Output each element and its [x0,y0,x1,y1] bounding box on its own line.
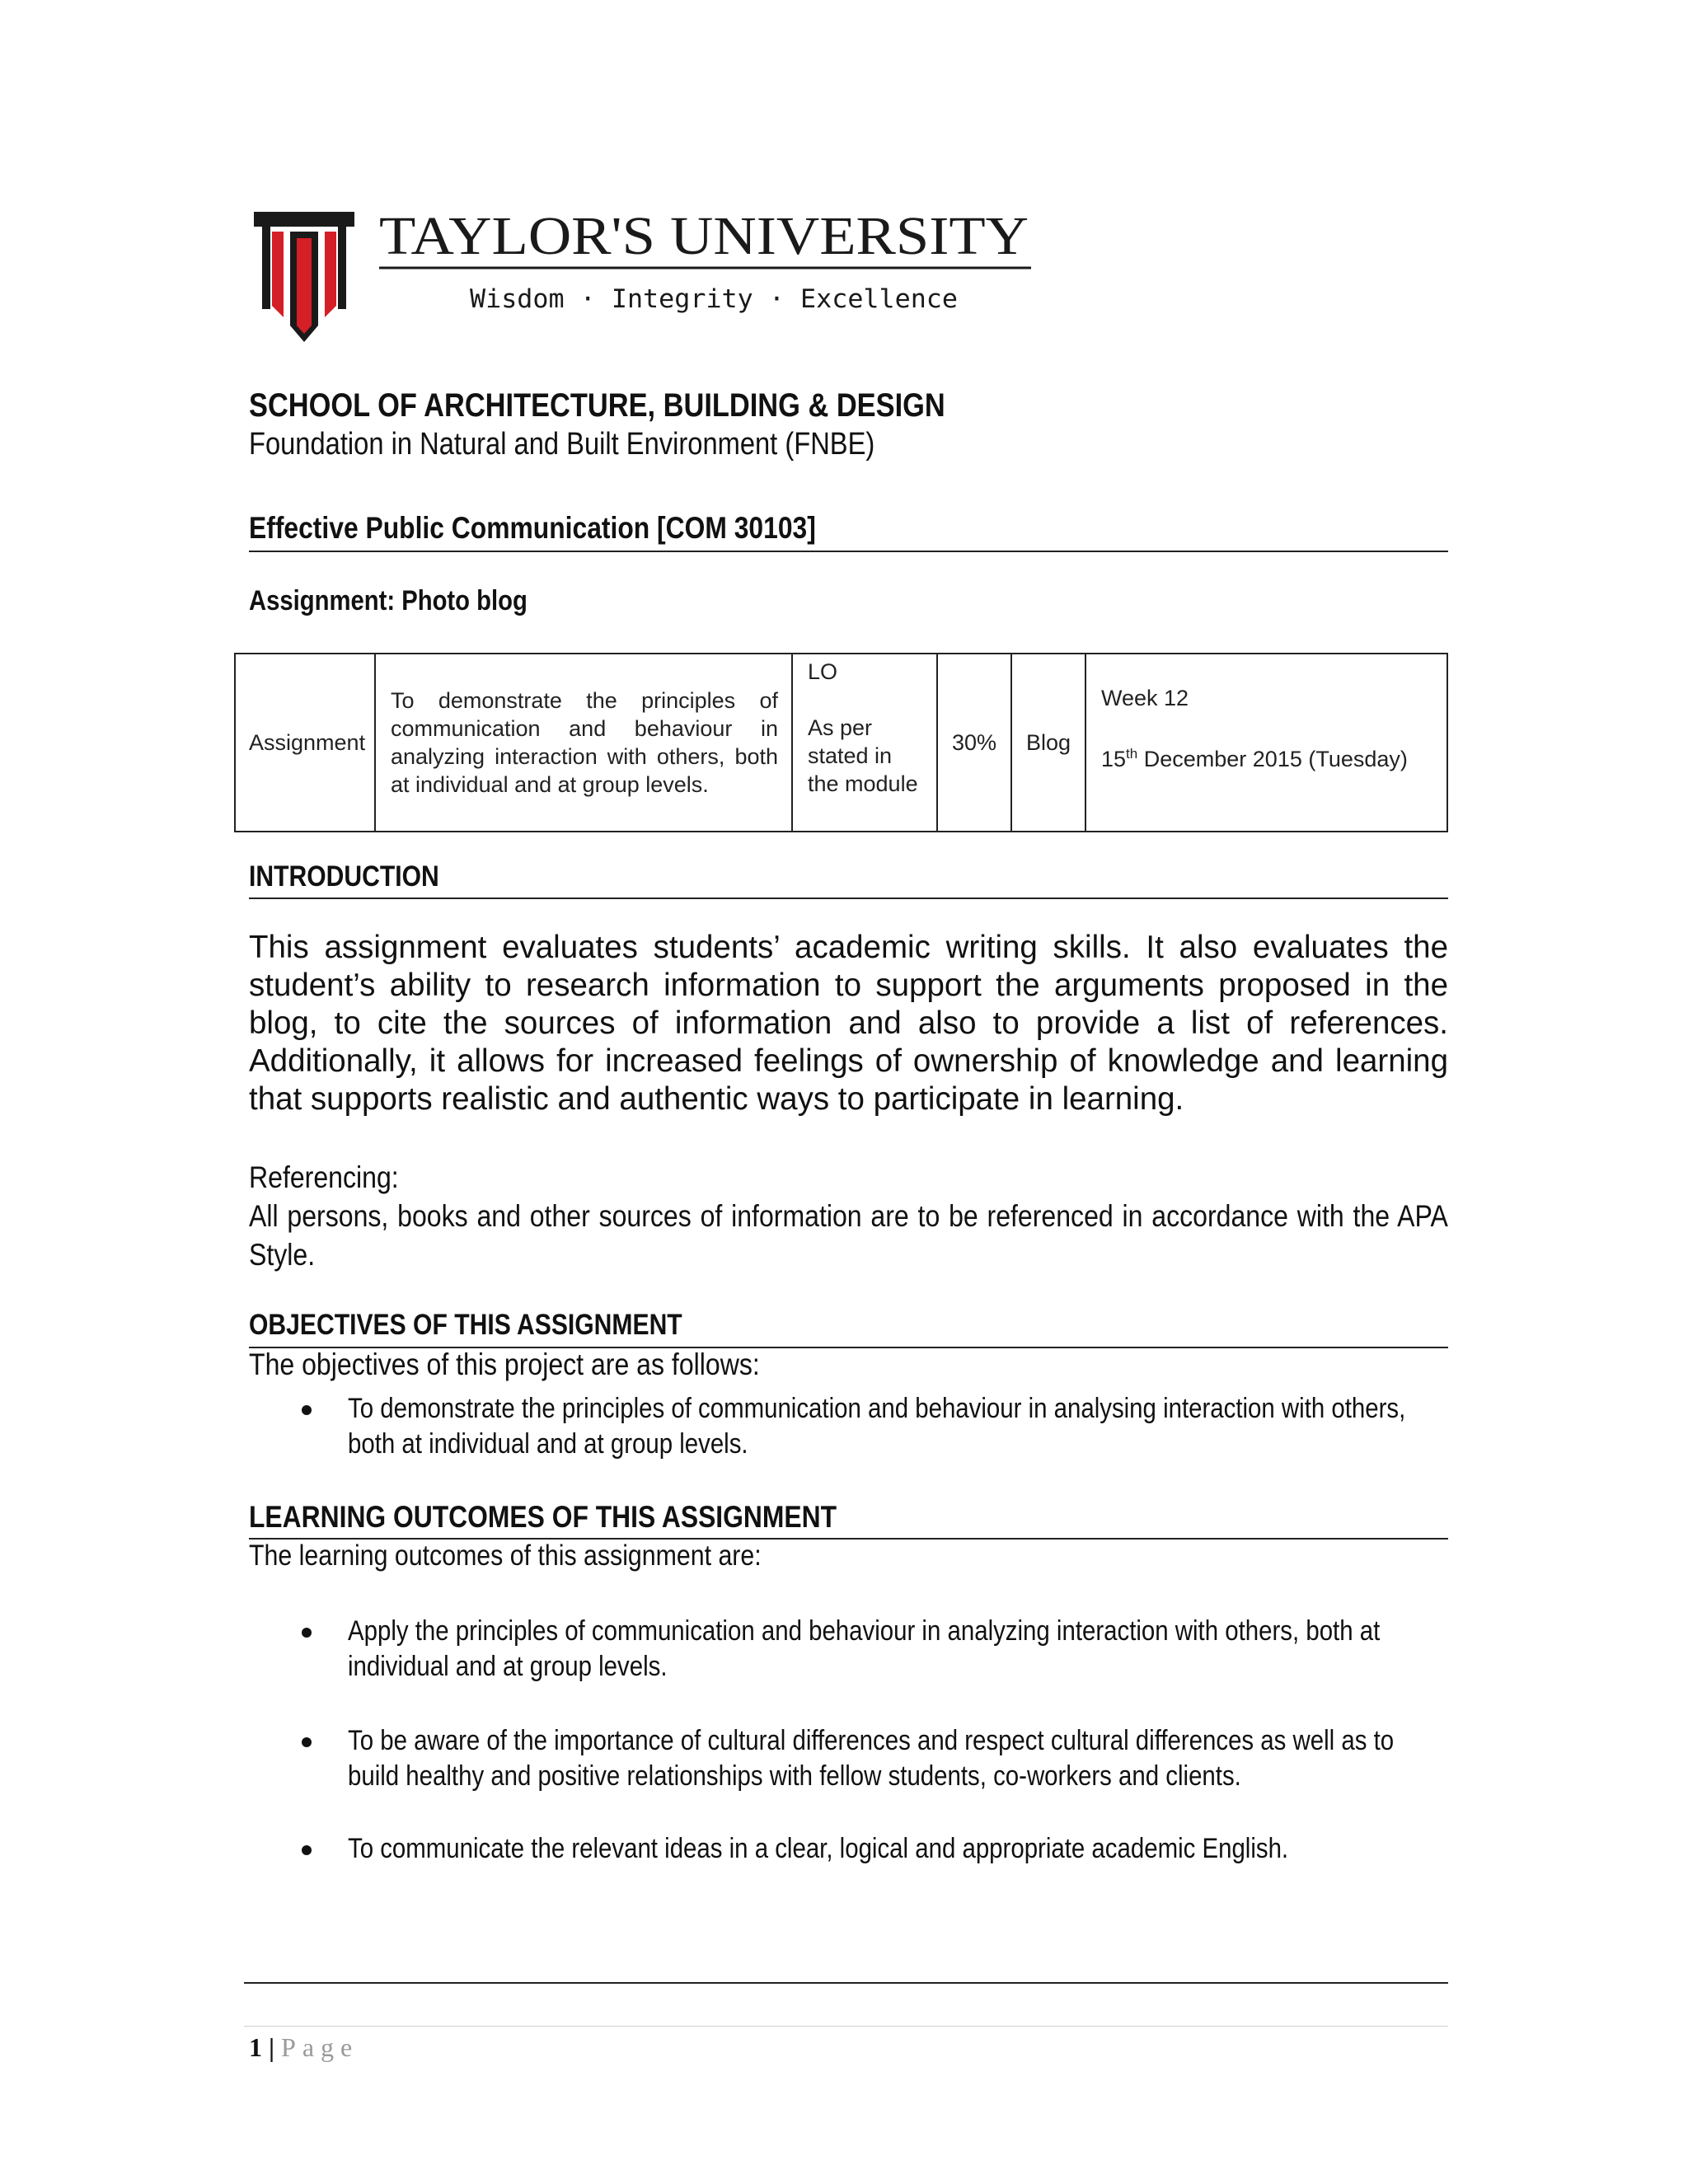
table-cell-type [236,654,374,831]
assignment-table [234,653,1448,832]
referencing-text: All persons, books and other sources of information are to be referenced in accordance with the APA Style. [249,1199,1448,1272]
bullet-icon [302,1845,312,1855]
referencing-block [249,1158,1448,1274]
programme-name: Foundation in Natural and Built Environment (FNBE) [249,427,875,462]
lo-value: As per stated in the module [808,715,918,796]
introduction-heading: INTRODUCTION [249,860,439,893]
learning-outcome-item: To communicate the relevant ideas in a clear, logical and appropriate academic English. [348,1833,1289,1864]
learning-outcome-item: Apply the principles of communication and behaviour in analyzing interaction with others, both at individual and at group levels. [348,1615,1381,1682]
page-number: 1 [249,2032,262,2062]
assignment-type: Assignment [249,730,366,755]
table-cell-lo [791,654,936,831]
university-crest-icon [254,212,354,342]
table-cell-weight [936,654,1010,831]
objectives-lead: The objectives of this project are as follows: [249,1347,760,1381]
assignment-description: To demonstrate the principles of communication and behaviour in analyzing interaction with others, both at individual and at group levels. [391,688,778,797]
learning-outcomes-lead: The learning outcomes of this assignment are: [249,1540,762,1572]
logo-name: TAYLOR'S UNIVERSITY [379,206,1029,266]
bullet-icon [302,1737,312,1747]
introduction-paragraph: This assignment evaluates students’ academic writing skills. It also evaluates the student’s ability to research information to support the arguments proposed in the blog, to cite the sources of information and also to provide a list of references. Additionally, it allows for increased feelings of ownership of knowledge and learning that supports realistic and authentic ways to participate in learning. [249,930,1448,1117]
learning-outcomes-heading: LEARNING OUTCOMES OF THIS ASSIGNMENT [249,1500,837,1534]
bullet-icon [302,1628,312,1638]
due-week: Week 12 [1101,686,1189,710]
objective-item: To demonstrate the principles of communication and behaviour in analysing interaction with others, both at individual and at group levels. [348,1393,1406,1460]
lo-label: LO [808,659,838,684]
footer-rule [244,1982,1448,1984]
referencing-label: Referencing: [249,1160,399,1194]
school-heading: SCHOOL OF ARCHITECTURE, BUILDING & DESIGN [249,387,945,424]
taylors-university-logo [254,202,1037,346]
objectives-heading: OBJECTIVES OF THIS ASSIGNMENT [249,1309,682,1341]
logo-tagline: Wisdom · Integrity · Excellence [470,284,958,314]
assignment-weight: 30% [951,730,997,755]
page-separator: | [262,2032,282,2062]
table-cell-description [374,654,791,831]
assignment-title: Assignment: Photo blog [249,585,528,616]
bullet-icon [302,1405,312,1415]
table-cell-format [1010,654,1085,831]
divider [249,551,1448,552]
divider [249,898,1448,899]
due-date: 15th December 2015 (Tuesday) [1101,746,1408,771]
learning-outcome-item: To be aware of the importance of cultural differences and respect cultural differences as well as to build healthy and positive relationships with fellow students, co-workers and clients. [348,1725,1395,1792]
course-title: Effective Public Communication [COM 30103] [249,511,816,545]
page-word: Page [281,2032,359,2062]
page-footer [249,2032,359,2063]
footer-thin-rule [244,2026,1448,2027]
table-cell-due [1085,654,1447,831]
assignment-format: Blog [1025,730,1071,755]
